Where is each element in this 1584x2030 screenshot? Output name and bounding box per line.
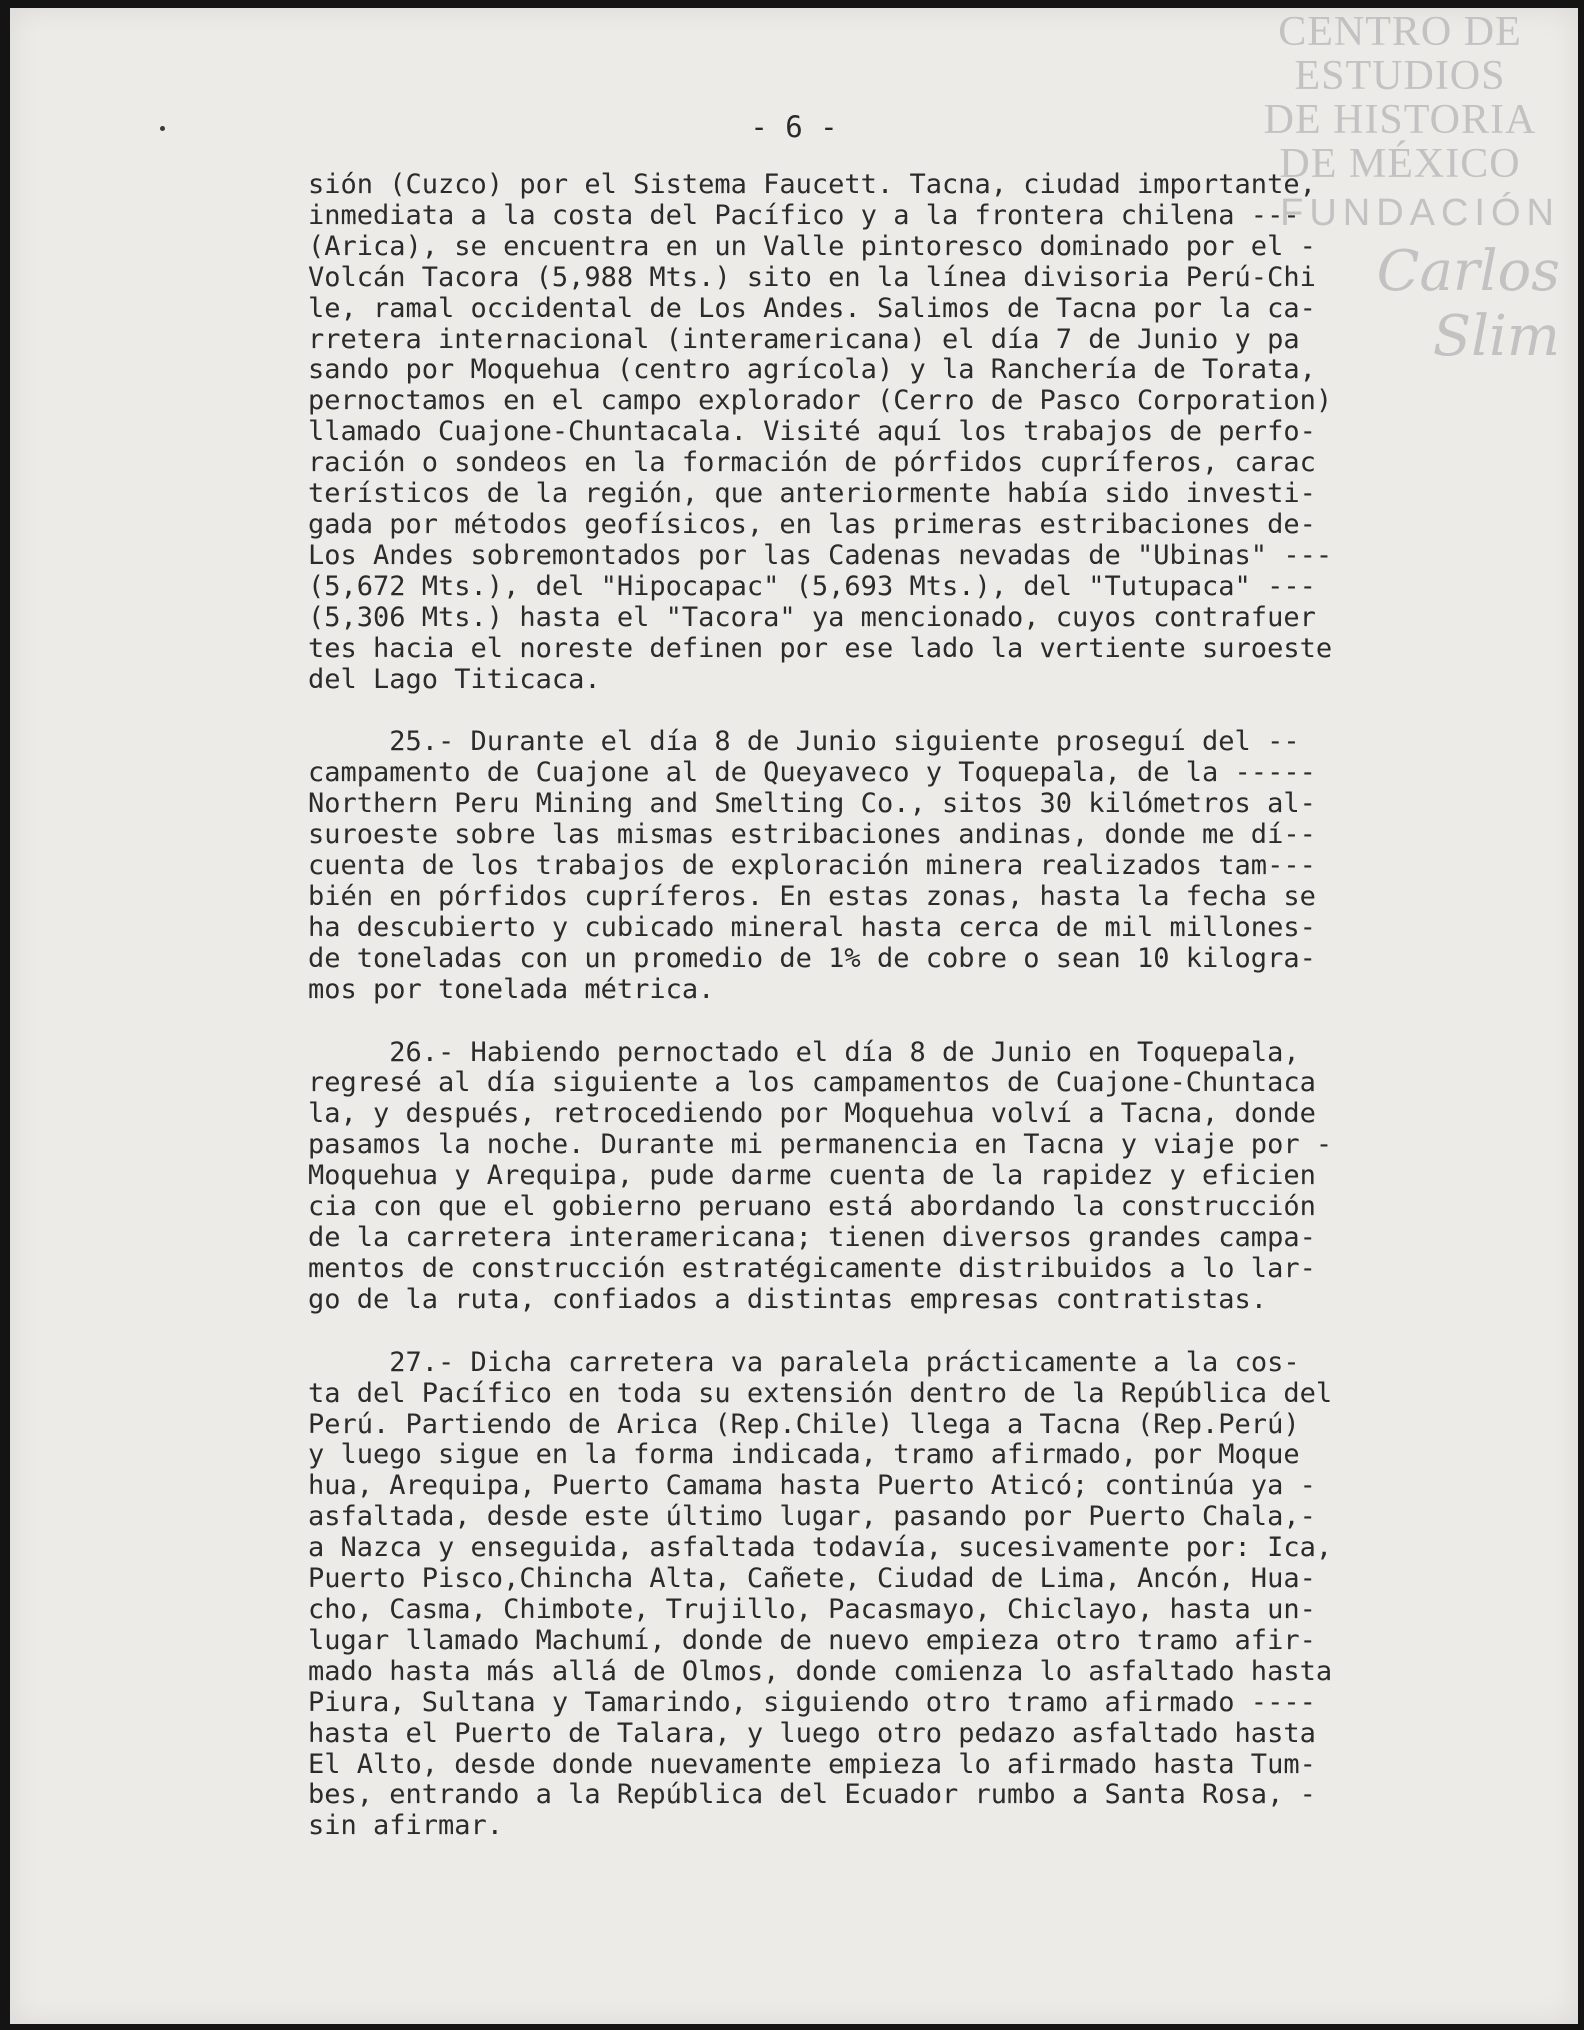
watermark-signature: Carlos Slim (1376, 239, 1560, 369)
text-line: hua, Arequipa, Puerto Camama hasta Puerto Aticó; continúa ya - (308, 1470, 1316, 1502)
text-line: Moquehua y Arequipa, pude darme cuenta de la rapidez y eficien (308, 1160, 1316, 1192)
text-line: go de la ruta, confiados a distintas empresas contratistas. (308, 1283, 1268, 1315)
paragraph-2 (308, 727, 1528, 1005)
text-line: 27.- Dicha carretera va paralela prácticamente a la cos- (308, 1346, 1300, 1378)
text-line: campamento de Cuajone al de Queyaveco y Toquepala, de la ----- (308, 757, 1316, 789)
watermark-line-3: DE HISTORIA (1263, 97, 1537, 143)
text-line: cho, Casma, Chimbote, Trujillo, Pacasmayo, Chiclayo, hasta un- (308, 1593, 1316, 1625)
text-line: (5,306 Mts.) hasta el "Tacora" ya mencionado, cuyos contrafuer (308, 601, 1316, 633)
text-line: sión (Cuzco) por el Sistema Faucett. Tacna, ciudad importante, (308, 169, 1316, 200)
text-line: hasta el Puerto de Talara, y luego otro pedazo asfaltado hasta (308, 1717, 1316, 1749)
text-line: rretera internacional (interamericana) el día 7 de Junio y pa (308, 323, 1300, 355)
text-line: mentos de construcción estratégicamente distribuidos a lo lar- (308, 1252, 1316, 1284)
text-line: sin afirmar. (308, 1810, 504, 1842)
text-line: a Nazca y enseguida, asfaltada todavía, sucesivamente por: Ica, (308, 1532, 1333, 1564)
text-line: cia con que el gobierno peruano está abordando la construcción (308, 1191, 1316, 1223)
text-line: ta del Pacífico en toda su extensión dentro de la República del (308, 1377, 1333, 1409)
text-line: pasamos la noche. Durante mi permanencia en Tacna y viaje por - (308, 1129, 1333, 1161)
document-body (308, 170, 1528, 1874)
watermark-line-4: DE MÉXICO (1279, 141, 1521, 187)
text-line: Puerto Pisco,Chincha Alta, Cañete, Ciudad de Lima, Ancón, Hua- (308, 1563, 1316, 1595)
text-line: (Arica), se encuentra en un Valle pintoresco dominado por el - (308, 230, 1316, 262)
text-line: bes, entrando a la República del Ecuador rumbo a Santa Rosa, - (308, 1779, 1316, 1811)
text-line: terísticos de la región, que anteriormente había sido investi- (308, 478, 1316, 510)
text-line: sando por Moquehua (centro agrícola) y la Ranchería de Torata, (308, 354, 1316, 386)
text-line: regresé al día siguiente a los campamentos de Cuajone-Chuntaca (308, 1067, 1316, 1099)
text-line: ha descubierto y cubicado mineral hasta cerca de mil millones- (308, 911, 1316, 943)
watermark-line-1: CENTRO DE (1278, 9, 1522, 55)
text-line: le, ramal occidental de Los Andes. Salimos de Tacna por la ca- (308, 292, 1316, 324)
paragraph-3 (308, 1038, 1528, 1316)
text-line: Volcán Tacora (5,988 Mts.) sito en la línea divisoria Perú-Chi (308, 261, 1316, 293)
text-line: Perú. Partiendo de Arica (Rep.Chile) llega a Tacna (Rep.Perú) (308, 1408, 1300, 1440)
text-line: mado hasta más allá de Olmos, donde comienza lo asfaltado hasta (308, 1655, 1333, 1687)
text-line: Los Andes sobremontados por las Cadenas nevadas de "Ubinas" --- (308, 539, 1333, 571)
watermark-line-5: FUNDACIÓN (1280, 192, 1560, 234)
text-line: (5,672 Mts.), del "Hipocapac" (5,693 Mts.), del "Tutupaca" --- (308, 570, 1316, 602)
text-line: gada por métodos geofísicos, en las primeras estribaciones de- (308, 508, 1316, 540)
text-line: 26.- Habiendo pernoctado el día 8 de Junio en Toquepala, (308, 1036, 1300, 1068)
text-line: tes hacia el noreste definen por ese lado la vertiente suroeste (308, 632, 1333, 664)
text-line: 25.- Durante el día 8 de Junio siguiente proseguí del -- (308, 726, 1300, 758)
paragraph-4 (308, 1348, 1528, 1843)
text-line: suroeste sobre las mismas estribaciones andinas, donde me dí-- (308, 819, 1316, 851)
text-line: y luego sigue en la forma indicada, tramo afirmado, por Moque (308, 1439, 1300, 1471)
text-line: cuenta de los trabajos de exploración minera realizados tam--- (308, 850, 1316, 882)
text-line: pernoctamos en el campo explorador (Cerro de Pasco Corporation) (308, 385, 1333, 417)
text-line: ración o sondeos en la formación de pórfidos cupríferos, carac (308, 447, 1316, 479)
text-line: El Alto, desde donde nuevamente empieza lo afirmado hasta Tum- (308, 1748, 1316, 1780)
text-line: de la carretera interamericana; tienen diversos grandes campa- (308, 1222, 1316, 1253)
text-line: lugar llamado Machumí, donde de nuevo empieza otro tramo afir- (308, 1624, 1316, 1656)
text-line: llamado Cuajone-Chuntacala. Visité aquí los trabajos de perfo- (308, 416, 1316, 448)
paragraph-1 (308, 170, 1528, 695)
text-line: asfaltada, desde este último lugar, pasando por Puerto Chala,- (308, 1501, 1316, 1533)
text-line: inmediata a la costa del Pacífico y a la frontera chilena --- (308, 199, 1300, 231)
page-number: - 6 - (750, 110, 838, 144)
text-line: de toneladas con un promedio de 1% de cobre o sean 10 kilogra- (308, 942, 1316, 974)
text-line: mos por tonelada métrica. (308, 973, 715, 1005)
text-line: la, y después, retrocediendo por Moquehua volví a Tacna, donde (308, 1098, 1316, 1130)
text-line: bién en pórfidos cupríferos. En estas zonas, hasta la fecha se (308, 880, 1316, 912)
text-line: Piura, Sultana y Tamarindo, siguiendo otro tramo afirmado ---- (308, 1686, 1316, 1718)
text-line: del Lago Titicaca. (308, 663, 601, 695)
document-page (10, 8, 1578, 2024)
watermark-line-2: ESTUDIOS (1294, 53, 1506, 99)
text-line: Northern Peru Mining and Smelting Co., sitos 30 kilómetros al- (308, 788, 1316, 820)
